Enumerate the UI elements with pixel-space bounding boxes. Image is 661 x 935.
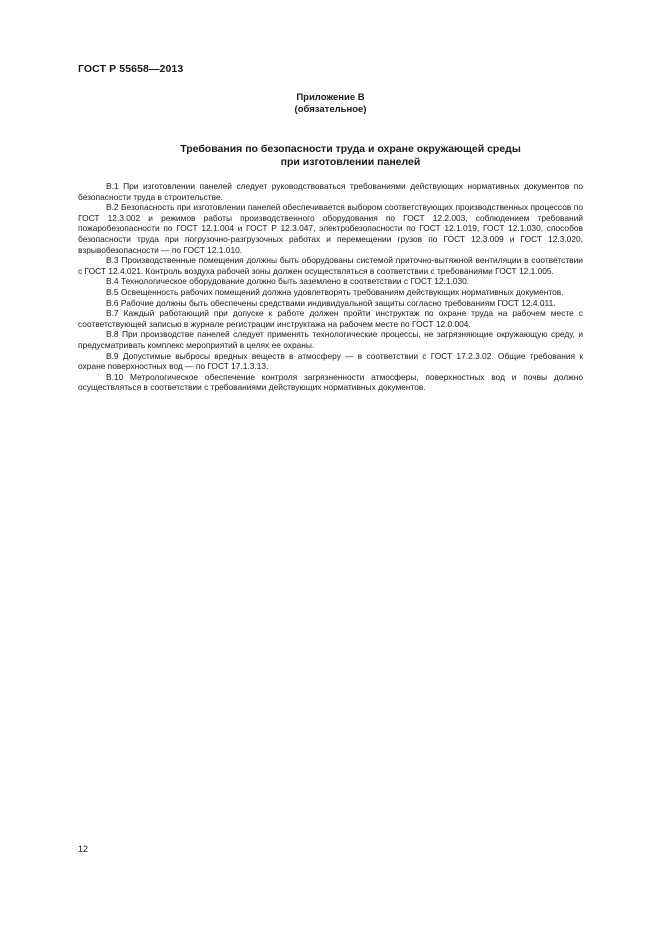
annex-title: Приложение В — [296, 92, 365, 103]
paragraph-v9: В.9 Допустимые выбросы вредных веществ в атмосферу — в соответствии с ГОСТ 17.2.3.02. Общие требования к охране поверхностных вод — по ГОСТ 17.1.3.13. — [78, 350, 583, 372]
section-title-line-2: при изготовлении панелей — [280, 156, 421, 168]
body-text — [78, 181, 583, 393]
paragraph-v7: В.7 Каждый работающий при допуске к работе должен пройти инструктаж по охране труда на рабочем месте с соответствующей записью в журнале регистрации инструктажа на рабочем месте по ГОСТ 12.0.004. — [78, 308, 583, 329]
paragraph-v1: В.1 При изготовлении панелей следует руководствоваться требованиями действующих нормативных документов по безопасности труда в строительстве. — [78, 181, 583, 202]
paragraph-v2: В.2 Безопасность при изготовлении панелей обеспечивается выбором соответствующих производственных процессов по ГОСТ 12.3.002 и режимов работы производственного оборудования по ГОСТ 12.2.003, соблюдением требований пожаробезопасности по ГОСТ 12.1.004 и ГОСТ Р 12.3.047, электробезопасности по ГОСТ 12.1.019, ГОСТ 12.1.030, способов безопасности труда при погрузочно-разгрузочных работах и перемещении грузов по ГОСТ 12.3.009 и ГОСТ 12.3.020, взрывобезопасности — по ГОСТ 12.1.010. — [78, 202, 583, 255]
paragraph-v3: В.3 Производственные помещения должны быть оборудованы системой приточно-вытяжной вентиляции в соответствии с ГОСТ 12.4.021. Контроль воздуха рабочей зоны должен осуществляться в соответствии с требованиями ГОСТ 12.1.005. — [78, 255, 583, 276]
standard-header: ГОСТ Р 55658—2013 — [78, 63, 184, 75]
page-number: 12 — [78, 844, 89, 854]
section-title-line-1: Требования по безопасности труда и охране окружающей среды — [180, 143, 521, 155]
paragraph-v8: В.8 При производстве панелей следует применять технологические процессы, не загрязняющие окружающую среду, и предусматривать комплекс мероприятий в целях ее охраны. — [78, 329, 583, 350]
annex-status: (обязательное) — [294, 104, 367, 115]
section-title — [120, 143, 581, 169]
paragraph-v5: В.5 Освещенность рабочих помещений должна удовлетворять требованиям действующих нормативных документов. — [106, 286, 564, 297]
paragraph-v4: В.4 Технологическое оборудование должно быть заземлено в соответствии с ГОСТ 12.1.030. — [106, 276, 470, 287]
paragraph-v6: В.6 Рабочие должны быть обеспечены средствами индивидуальной защиты согласно требованиям ГОСТ 12.4.011. — [106, 297, 556, 308]
paragraph-v10: В.10 Метрологическое обеспечение контроля загрязненности атмосферы, поверхностных вод и почвы должно осуществляться в соответствии с требованиями действующих нормативных документов. — [78, 371, 583, 393]
